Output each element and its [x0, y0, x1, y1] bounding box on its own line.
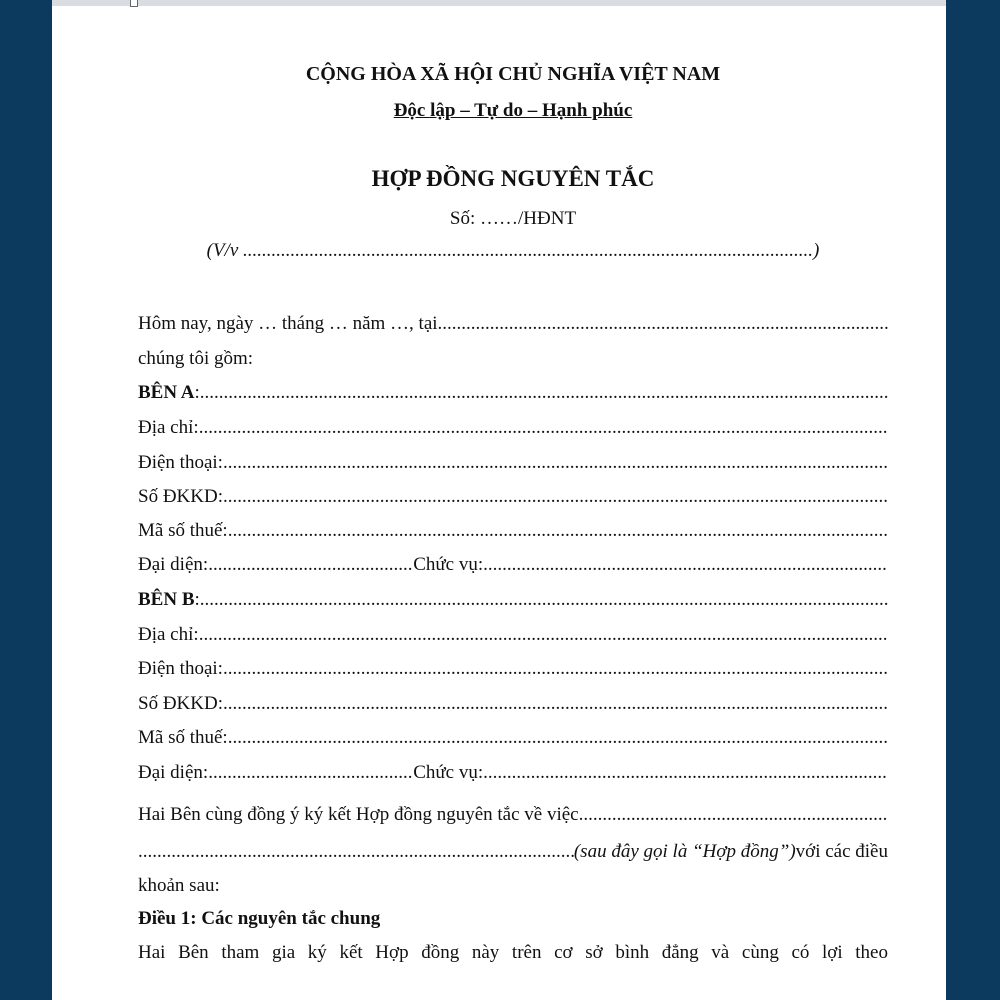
party-b-phone-dots [223, 656, 888, 682]
party-b-colon: : [194, 589, 200, 610]
subject-line [138, 240, 888, 262]
party-b-address-dots [199, 622, 888, 648]
party-b-address-label: Địa chỉ: [138, 624, 199, 645]
party-a-address-label: Địa chỉ: [138, 417, 199, 438]
nation-header: CỘNG HÒA XÃ HỘI CHỦ NGHĨA VIỆT NAM [305, 63, 721, 85]
party-a-tax-label: Mã số thuế: [138, 520, 228, 541]
party-b-rep-label: Đại diện: [138, 762, 209, 783]
party-b-rep-row [138, 760, 888, 786]
intro-line-2: chúng tôi gồm: [138, 348, 254, 369]
document-title: HỢP ĐỒNG NGUYÊN TẮC [371, 166, 655, 191]
party-a-position-dots [483, 552, 888, 578]
party-a-label: BÊN A [138, 382, 195, 403]
place-dots [438, 311, 888, 337]
party-b-name-row [138, 587, 888, 613]
agreement-dots-2 [138, 839, 574, 865]
subject-open: (V/v [206, 240, 244, 261]
party-a-colon: : [194, 382, 200, 403]
text-cursor-icon [130, 0, 138, 7]
party-b-position-label: Chức vụ: [413, 762, 484, 783]
agreement-line-1 [138, 802, 888, 828]
party-a-name-dots [200, 380, 888, 406]
party-a-reg-dots [223, 484, 888, 510]
party-a-address-row [138, 415, 888, 441]
party-b-phone-label: Điện thoại: [138, 658, 223, 679]
intro-line-1 [138, 311, 888, 337]
article-1-text: Hai Bên tham gia ký kết Hợp đồng này trên cơ sở bình đẳng và cùng có lợi theo [138, 942, 888, 963]
party-b-reg-dots [223, 691, 888, 717]
intro-text-1: Hôm nay, ngày … tháng … năm …, tại [138, 313, 438, 334]
party-a-reg-row [138, 484, 888, 510]
motto-text: Độc lập – Tự do – Hạnh phúc [393, 100, 633, 121]
party-b-tax-label: Mã số thuế: [138, 727, 228, 748]
party-a-rep-dots [208, 552, 413, 578]
motto [138, 100, 888, 122]
party-a-address-dots [199, 415, 888, 441]
party-a-phone-label: Điện thoại: [138, 452, 223, 473]
party-b-rep-dots [208, 760, 413, 786]
document-page [52, 0, 946, 1000]
party-b-label: BÊN B [138, 589, 195, 610]
document-number: Số: ……/HĐNT [449, 208, 577, 229]
party-a-tax-row [138, 518, 888, 544]
party-a-rep-row [138, 552, 888, 578]
subject-dots [243, 240, 813, 262]
party-a-tax-dots [228, 518, 888, 544]
agreement-tail: với các điều [795, 841, 888, 862]
article-1-heading: Điều 1: Các nguyên tắc chung [138, 908, 381, 929]
party-a-position-label: Chức vụ: [413, 554, 484, 575]
agreement-dots-1 [579, 802, 888, 828]
page-top-edge [52, 0, 946, 6]
party-b-tax-dots [228, 725, 888, 751]
agreement-line-2 [138, 839, 888, 865]
party-a-rep-label: Đại diện: [138, 554, 209, 575]
party-b-name-dots [200, 587, 888, 613]
party-b-reg-row [138, 691, 888, 717]
party-a-phone-dots [223, 450, 888, 476]
party-b-position-dots [483, 760, 888, 786]
agreement-definition: (sau đây gọi là “Hợp đồng”) [573, 841, 796, 862]
agreement-text-1: Hai Bên cùng đồng ý ký kết Hợp đồng nguyên tắc về việc [138, 804, 579, 825]
party-b-address-row [138, 622, 888, 648]
party-b-reg-label: Số ĐKKD: [138, 693, 223, 714]
subject-close: ) [813, 240, 820, 261]
party-b-phone-row [138, 656, 888, 682]
agreement-line-3: khoản sau: [138, 875, 220, 896]
party-a-phone-row [138, 450, 888, 476]
party-a-name-row [138, 380, 888, 406]
party-a-reg-label: Số ĐKKD: [138, 486, 223, 507]
party-b-tax-row [138, 725, 888, 751]
